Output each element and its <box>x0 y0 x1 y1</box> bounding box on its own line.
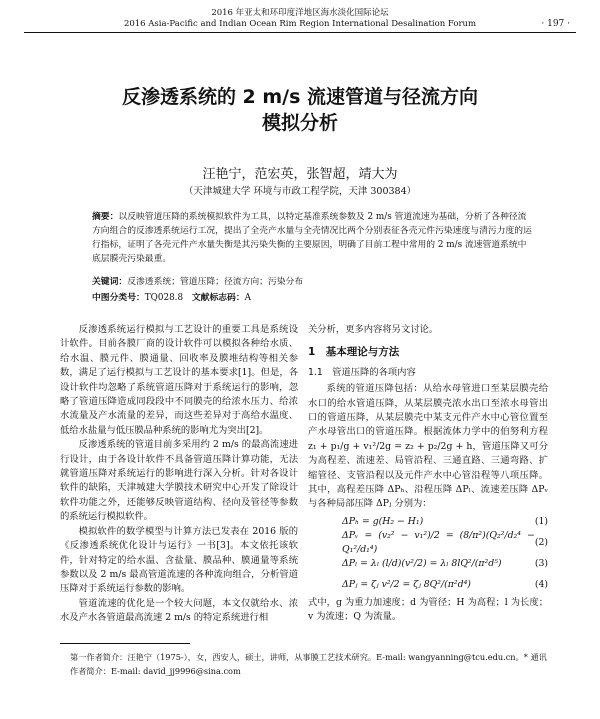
section-heading: 1 基本理论与方法 <box>308 346 400 359</box>
right-paragraph: 系统的管道压降包括：从给水母管进口至某层膜壳给水口的给水管道压降，从某层膜壳浓水出口至浓水母管出口的管道压降，从某层膜壳中某支元件产水中心管位置至产水母管出口的管道压降。根据流体力学中的伯努利方程 z₁ + p₁/g + v₁²/2g = z₂ + p₂/2g + h，管道压降又可分为高程差、流速差、局管沿程、三通直路、三通弯路、扩缩管径、支管沿程以及元件产水中心管沿程等八项压降。其中，高程差压降 ΔPₕ、沿程压降 ΔPₗ、流速差压降 ΔPᵥ 与各种局部压降 ΔPⱼ 分别为： <box>308 383 548 510</box>
right-continuation: 关分析，更多内容将另文讨论。 <box>308 324 439 335</box>
running-header <box>0 8 600 30</box>
clc-code: TQ028.8 <box>144 293 184 303</box>
keywords-text: 反渗透系统；管道压降；径流方向；污染分布 <box>127 277 304 287</box>
affiliation: （天津城建大学 环境与市政工程学院，天津 300384） <box>183 186 417 197</box>
right-column <box>308 323 548 625</box>
abstract <box>92 210 532 266</box>
equation-2 <box>308 529 548 556</box>
paper-title <box>0 84 600 136</box>
equation-number: (1) <box>534 516 548 528</box>
keywords <box>92 274 532 287</box>
footnote-line-2: 作者简介：E-mail: david_jj9996@sina.com <box>70 666 241 676</box>
footnote-line-1: 第一作者简介：汪艳宁（1975-），女，西安人，硕士，讲师，从事膜工艺技术研究。E-mail: wangyanning@tcu.edu.cn。* 通讯 <box>70 652 547 662</box>
abstract-label: 摘要： <box>92 212 119 222</box>
header-chinese: 2016 年亚太和环印度洋地区海水淡化国际论坛 <box>211 8 389 18</box>
subsection-heading: 1.1 管道压降的各项内容 <box>308 366 416 378</box>
classification <box>92 290 532 303</box>
header-english: 2016 Asia-Pacific and Indian Ocean Rim Region International Desalination Forum <box>123 19 477 29</box>
left-paragraph-3: 模拟软件的数学模型与计算方法已发表在 2016 版的《反渗透系统优化设计与运行》一书[3]。本文依托该软件，针对特定的给水温、含盐量、膜品种、膜通量等系统参数以及 2 m/s 最高管道流速的各种流向组合，分析管道压降对于系统运行参数的影响。 <box>60 525 298 595</box>
footnote-rule <box>60 643 190 644</box>
equation-number: (3) <box>534 558 548 570</box>
authors: 汪艳宁，范宏英，张智超，靖大为 <box>202 167 398 182</box>
title-line-1: 反渗透系统的 2 m/s 流速管道与径流方向 <box>121 86 479 108</box>
doc-code: A <box>244 293 252 303</box>
left-paragraph-1: 反渗透系统运行模拟与工艺设计的重要工具是系统设计软件。目前各膜厂商的设计软件可以模拟各种给水质、给水温、膜元件、膜通量、回收率及膜堆结构等相关参数，满足了运行模拟与工艺设计的基本要求[1]。但是，各设计软件均忽略了系统管道压降对于系统运行的影响，忽略了管道压降造成同段段中不同膜壳的给浓水压力、给浓水流量及产水流量的差异，而这些差异对于高给水温度、低给水盐量与低压膜品种系统的影响尤为突出[2]。 <box>60 324 298 436</box>
title-line-2: 模拟分析 <box>261 112 338 134</box>
equation-4 <box>308 575 548 596</box>
abstract-text: 以反映管道压降的系统模拟软件为工具，以特定基准系统参数及 2 m/s 管道流速为基础，分析了各种径流方向组合的反渗透系统运行工况，提出了全壳产水量与全壳情况比两个分别表征各壳元件污染速度与清污力度的运行指标，证明了各壳元件产水量失衡是其污染失衡的主要原因，明确了目前工程中常用的 2 m/s 流速管道系统中底层膜壳污染最重。 <box>92 212 532 264</box>
doc-code-label: 文献标志码： <box>191 293 245 303</box>
left-column <box>60 323 298 626</box>
clc-label: 中图分类号： <box>92 293 145 303</box>
footnote <box>70 650 560 678</box>
equation-number: (4) <box>534 579 548 591</box>
equation-expr: ΔPⱼ = ζⱼ v²/2 = ζⱼ 8Q²/(π²d⁴) <box>342 579 471 591</box>
variable-definitions: 式中，g 为重力加速度；d 为管径；H 为高程；l 为长度；v 为流速；Q 为流量。 <box>308 596 548 623</box>
keywords-label: 关键词： <box>92 277 128 287</box>
left-paragraph-2: 反渗透系统的管道目前多采用约 2 m/s 的最高流速进行设计，由于各设计软件不具备管道压降计算功能，无法就管道压降对系统运行的影响进行深入分析。针对各设计软件的缺陷，天津城建大学膜技术研究中心开发了除设计软件功能之外，还能够反映管道结构、径向及管径等参数的系统运行模拟软件。 <box>60 439 298 523</box>
page-number: · 197 · <box>541 19 570 29</box>
equation-number: (2) <box>534 537 548 549</box>
equation-expr: ΔPᵥ = (v₂² − v₁²)/2 = (8/π²)(Q₂²/d₂⁴ − Q₁²/d₁⁴) <box>342 529 535 556</box>
equation-expr: ΔPₗ = λₗ (l/d)(v²/2) = λₗ 8lQ²/(π²d⁵) <box>342 558 502 570</box>
equation-expr: ΔPₕ = g(H₂ − H₁) <box>342 516 424 528</box>
header-rule <box>24 32 576 33</box>
left-paragraph-4: 管道流速的优化是一个较大问题，本文仅就给水、浓水及产水各管道最高流速 2 m/s 的特定系统进行相 <box>60 597 298 624</box>
